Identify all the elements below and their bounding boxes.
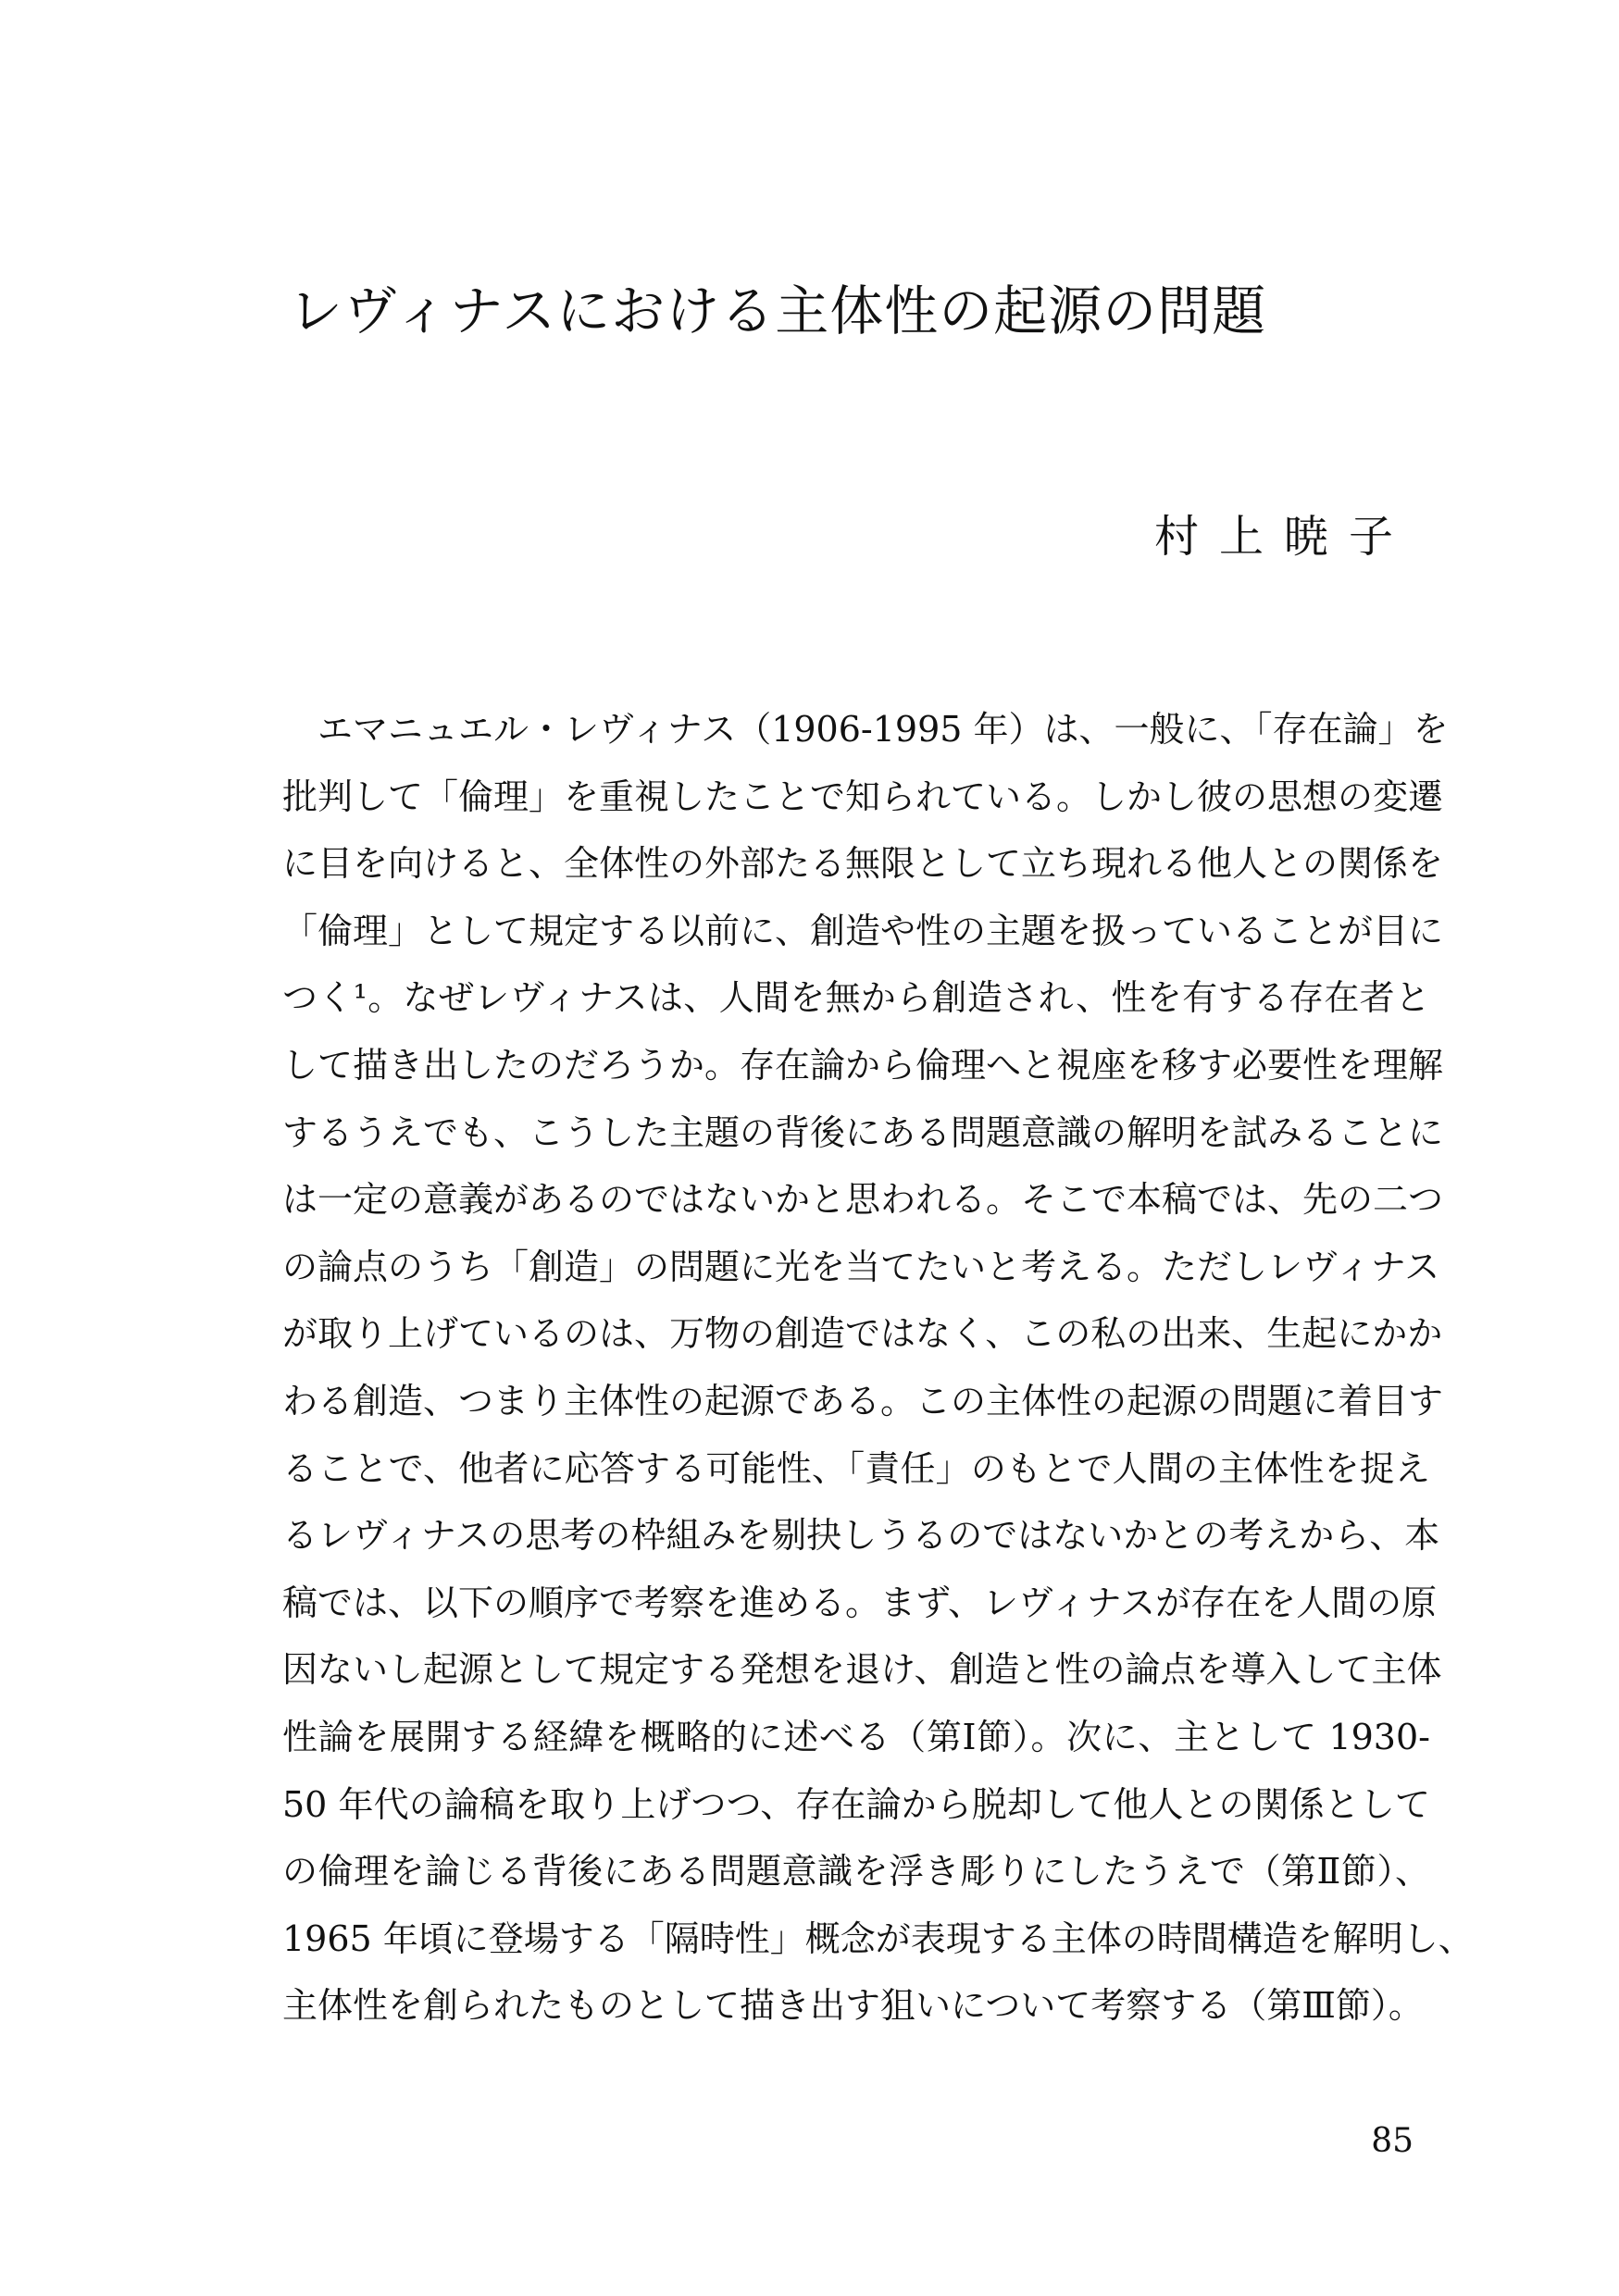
body-line: つく¹。なぜレヴィナスは、人間を無から創造され、性を有する存在者と [282, 977, 1430, 1019]
body-line: 主体性を創られたものとして描き出す狙いについて考察する（第Ⅲ節）。 [282, 1985, 1424, 2027]
paper-title: レヴィナスにおける主体性の起源の問題 [289, 279, 1267, 342]
body-line: るレヴィナスの思考の枠組みを剔抉しうるのではないかとの考えから、本 [282, 1515, 1440, 1557]
author-name: 村上暁子 [1153, 511, 1414, 563]
page-number: 85 [1371, 2122, 1414, 2160]
body-line: 50 年代の論稿を取り上げつつ、存在論から脱却して他人との関係として [282, 1783, 1430, 1825]
body-line: するうえでも、こうした主題の背後にある問題意識の解明を試みることに [282, 1111, 1444, 1153]
body-line: ることで、他者に応答する可能性、「責任」のもとで人間の主体性を捉え [282, 1447, 1430, 1489]
body-line: 1965 年頃に登場する「隔時性」概念が表現する主体の時間構造を解明し、 [282, 1917, 1474, 1959]
body-line: 因ないし起源として規定する発想を退け、創造と性の論点を導入して主体 [282, 1649, 1442, 1691]
body-line: の論点のうち「創造」の問題に光を当てたいと考える。ただしレヴィナス [282, 1246, 1440, 1287]
body-line: エマニュエル・レヴィナス（1906-1995 年）は、一般に、「存在論」を [318, 709, 1449, 750]
body-line: に目を向けると、全体性の外部たる無限として立ち現れる他人との関係を [282, 843, 1444, 885]
body-line: の倫理を論じる背後にある問題意識を浮き彫りにしたうえで（第Ⅱ節）、 [282, 1851, 1430, 1893]
body-line: 性論を展開する経緯を概略的に述べる（第Ⅰ節）。次に、主として 1930- [282, 1716, 1430, 1757]
body-line: は一定の意義があるのではないかと思われる。そこで本稿では、先の二つ [282, 1179, 1444, 1221]
body-line: が取り上げているのは、万物の創造ではなく、この私の出来、生起にかか [282, 1313, 1443, 1355]
body-paragraph [282, 696, 1474, 2040]
body-line: 「倫理」として規定する以前に、創造や性の主題を扱っていることが目に [282, 910, 1444, 951]
body-line: 批判して「倫理」を重視したことで知られている。しかし彼の思想の変遷 [282, 776, 1444, 817]
body-line: わる創造、つまり主体性の起源である。この主体性の起源の問題に着目す [282, 1380, 1444, 1421]
body-line: して描き出したのだろうか。存在論から倫理へと視座を移す必要性を理解 [282, 1044, 1444, 1086]
body-line: 稿では、以下の順序で考察を進める。まず、レヴィナスが存在を人間の原 [282, 1582, 1438, 1623]
